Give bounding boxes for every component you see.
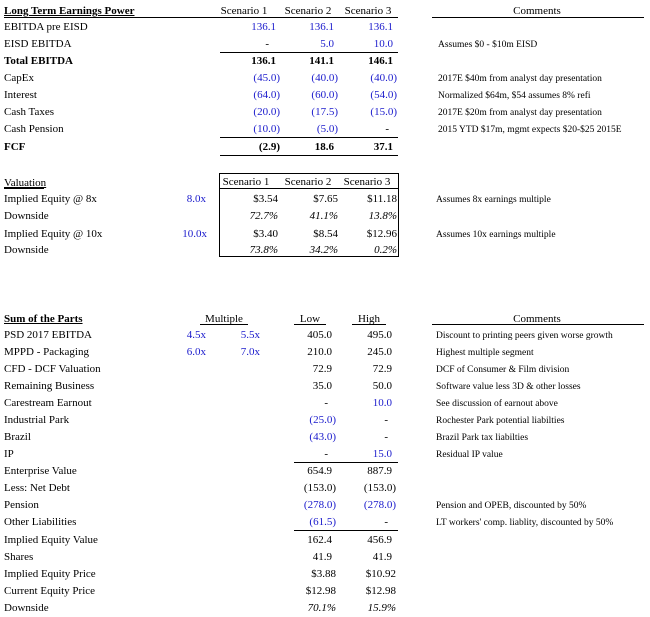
row-label: CapEx [4,72,34,84]
row-label: EISD EBITDA [4,38,72,50]
low-cell: 41.9 [312,551,332,563]
comment-cell: Assumes 10x earnings multiple [436,230,556,240]
sotp-low-header: Low [299,313,321,325]
row-label: Less: Net Debt [4,482,70,494]
comment-cell: See discussion of earnout above [436,399,558,409]
value-cell: (40.0) [311,72,338,84]
comment-cell: Residual IP value [436,450,503,460]
value-cell: 10.0 [373,38,393,50]
valuation-title: Valuation [4,177,47,189]
earnings-comments-header: Comments [513,5,561,17]
comment-cell: Normalized $64m, $54 assumes 8% refi [438,91,591,101]
row-label: MPPD - Packaging [4,346,89,358]
comment-cell: Assumes 8x earnings multiple [436,195,551,205]
earnings-scenario-2-header: Scenario 2 [284,5,332,17]
comment-cell: Assumes $0 - $10m EISD [438,40,538,50]
row-label: IP [4,448,14,460]
multiple-cell: 8.0x [186,193,206,205]
value-cell: (64.0) [253,89,280,101]
value-cell: (15.0) [370,106,397,118]
high-cell: 15.9% [367,602,396,614]
sotp-multiple-header: Multiple [205,313,243,325]
comment-cell: Rochester Park potential liabilties [436,416,565,426]
earnings-title: Long Term Earnings Power [4,5,135,17]
high-cell: (278.0) [363,499,396,511]
row-label: Brazil [4,431,31,443]
value-cell: 136.1 [368,21,393,33]
row-label: Interest [4,89,37,101]
low-cell: $12.98 [305,585,336,597]
multiple-cell: 10.0x [182,228,207,240]
row-label: Industrial Park [4,414,70,426]
earnings-scenario-1-header: Scenario 1 [220,5,268,17]
comment-cell: Discount to printing peers given worse growth [436,331,613,341]
earnings-comments-rule [432,17,644,18]
row-label: Downside [4,602,49,614]
row-label: CFD - DCF Valuation [4,363,101,375]
row-label: Implied Equity @ 8x [4,193,97,205]
high-cell: 456.9 [367,534,392,546]
comment-cell: Brazil Park tax liabilties [436,433,529,443]
high-cell: 72.9 [372,363,392,375]
comment-cell: Pension and OPEB, discounted by 50% [436,501,587,511]
ev-subtotal-rule [294,462,398,463]
value-cell: (17.5) [311,106,338,118]
value-cell: $11.18 [367,193,397,205]
low-cell: (278.0) [303,499,336,511]
low-cell: 654.9 [307,465,332,477]
row-label: Shares [4,551,34,563]
high-cell: 50.0 [372,380,392,392]
high-cell: 41.9 [372,551,392,563]
low-cell: $3.88 [311,568,336,580]
row-label: Cash Taxes [4,106,55,118]
row-label: Enterprise Value [4,465,77,477]
row-label: Remaining Business [4,380,95,392]
row-label: Implied Equity @ 10x [4,228,103,240]
low-cell: - [324,448,328,460]
row-label: Carestream Earnout [4,397,92,409]
comment-cell: 2015 YTD $17m, mgmt expects $20-$25 2015E [438,125,622,135]
value-cell: $12.96 [366,228,397,240]
low-cell: - [324,397,328,409]
valuation-scenario-1-header: Scenario 1 [222,176,270,188]
comment-cell: LT workers' comp. liablity, discounted by 50% [436,518,614,528]
low-cell: 72.9 [312,363,332,375]
high-cell: $12.98 [365,585,396,597]
row-label: Implied Equity Value [4,534,98,546]
low-cell: 70.1% [307,602,336,614]
low-header-rule [294,324,326,325]
row-label: PSD 2017 EBITDA [4,329,93,341]
low-cell: (43.0) [309,431,336,443]
value-cell: 18.6 [314,141,334,153]
multiple-high-cell: 7.0x [240,346,260,358]
value-cell: - [265,38,269,50]
value-cell: 141.1 [309,55,334,67]
value-cell: 72.7% [249,210,278,222]
row-label: FCF [4,141,26,153]
comment-cell: DCF of Consumer & Film division [436,365,570,375]
value-cell: 136.1 [251,21,276,33]
low-cell: 210.0 [307,346,332,358]
high-header-rule [352,324,386,325]
sotp-comments-rule [432,324,644,325]
multiple-high-cell: 5.5x [240,329,260,341]
low-cell: (153.0) [303,482,336,494]
row-label: EBITDA pre EISD [4,21,88,33]
high-cell: - [384,431,388,443]
value-cell: $8.54 [313,228,338,240]
earnings-header-rule [4,17,398,18]
value-cell: $7.65 [313,193,338,205]
valuation-title-rule [4,188,44,189]
high-cell: 495.0 [367,329,392,341]
high-cell: - [384,516,388,528]
multiple-header-rule [200,324,248,325]
subtotal-rule [220,137,398,138]
row-label: Implied Equity Price [4,568,96,580]
subtotal-rule [220,52,398,53]
sotp-title: Sum of the Parts [4,313,83,325]
earnings-scenario-3-header: Scenario 3 [344,5,392,17]
value-cell: $3.40 [253,228,278,240]
value-cell: (20.0) [253,106,280,118]
row-label: Downside [4,210,49,222]
equity-subtotal-rule [294,530,398,531]
high-cell: (153.0) [363,482,396,494]
low-cell: 35.0 [312,380,332,392]
comment-cell: 2017E $20m from analyst day presentation [438,108,602,118]
value-cell: (45.0) [253,72,280,84]
value-cell: 73.8% [249,244,278,256]
row-label: Downside [4,244,49,256]
valuation-header-rule [219,188,399,189]
value-cell: 136.1 [251,55,276,67]
row-label: Pension [4,499,39,511]
value-cell: 13.8% [368,210,397,222]
low-cell: (25.0) [309,414,336,426]
value-cell: (5.0) [316,123,338,135]
high-cell: 887.9 [367,465,392,477]
value-cell: (60.0) [311,89,338,101]
value-cell: 0.2% [374,244,397,256]
value-cell: (2.9) [258,141,280,153]
low-cell: 405.0 [307,329,332,341]
comment-cell: 2017E $40m from analyst day presentation [438,74,602,84]
low-cell: (61.5) [309,516,336,528]
value-cell: 37.1 [373,141,393,153]
value-cell: 136.1 [309,21,334,33]
value-cell: 146.1 [368,55,393,67]
value-cell: 34.2% [309,244,338,256]
value-cell: 41.1% [309,210,338,222]
value-cell: (10.0) [253,123,280,135]
high-cell: - [384,414,388,426]
low-cell: 162.4 [307,534,332,546]
sotp-high-header: High [358,313,380,325]
high-cell: 10.0 [372,397,392,409]
value-cell: - [385,123,389,135]
valuation-scenario-2-header: Scenario 2 [284,176,332,188]
multiple-low-cell: 4.5x [186,329,206,341]
sotp-comments-header: Comments [513,313,561,325]
high-cell: 245.0 [367,346,392,358]
value-cell: (54.0) [370,89,397,101]
row-label: Total EBITDA [4,55,73,67]
comment-cell: Software value less 3D & other losses [436,382,581,392]
row-label: Current Equity Price [4,585,96,597]
value-cell: (40.0) [370,72,397,84]
high-cell: 15.0 [372,448,392,460]
row-label: Other Liabilities [4,516,77,528]
comment-cell: Highest multiple segment [436,348,534,358]
value-cell: $3.54 [253,193,278,205]
value-cell: 5.0 [320,38,334,50]
row-label: Cash Pension [4,123,64,135]
valuation-scenario-3-header: Scenario 3 [343,176,391,188]
total-rule [220,155,398,156]
high-cell: $10.92 [365,568,396,580]
multiple-low-cell: 6.0x [186,346,206,358]
